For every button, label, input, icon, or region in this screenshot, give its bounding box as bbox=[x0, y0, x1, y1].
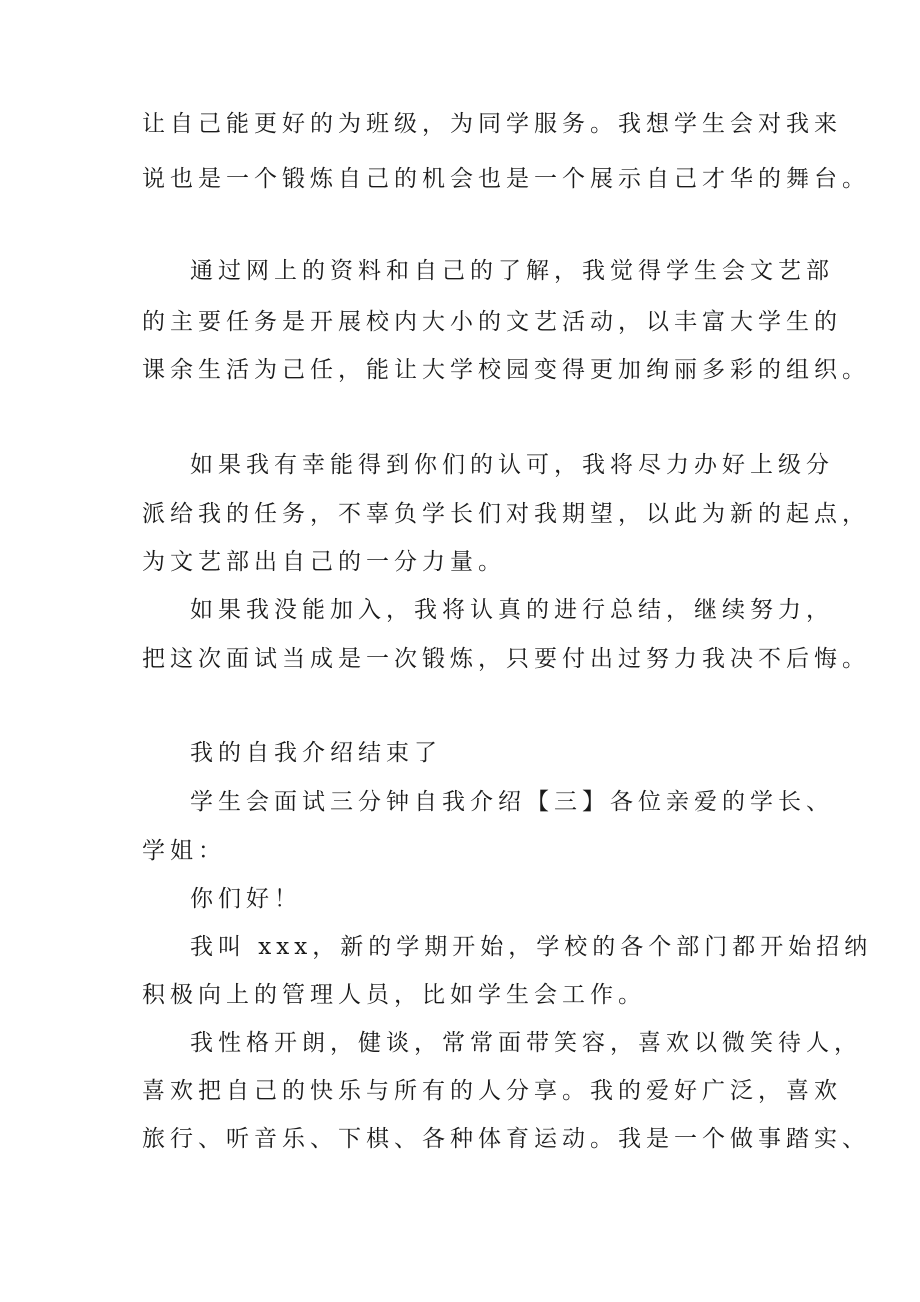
paragraph-3-line-1: 如果我有幸能得到你们的认可，我将尽力办好上级分 bbox=[190, 452, 834, 478]
paragraph-1-line-1: 让自己能更好的为班级，为同学服务。我想学生会对我来 bbox=[142, 111, 842, 137]
paragraph-2-line-1: 通过网上的资料和自己的了解，我觉得学生会文艺部 bbox=[190, 258, 834, 284]
paragraph-7-line-1: 你们好！ bbox=[190, 886, 302, 912]
paragraph-8-line-2: 积极向上的管理人员，比如学生会工作。 bbox=[142, 982, 646, 1008]
paragraph-8-line-1: 我叫 xxx，新的学期开始，学校的各个部门都开始招纳 bbox=[190, 934, 873, 960]
paragraph-9-line-3: 旅行、听音乐、下棋、各种体育运动。我是一个做事踏实、 bbox=[142, 1126, 870, 1152]
paragraph-1-line-2: 说也是一个锻炼自己的机会也是一个展示自己才华的舞台。 bbox=[142, 166, 870, 192]
paragraph-6-line-2: 学姐： bbox=[142, 838, 226, 864]
paragraph-3-line-2: 派给我的任务，不辜负学长们对我期望，以此为新的起点， bbox=[142, 501, 870, 527]
paragraph-9-line-1: 我性格开朗，健谈，常常面带笑容，喜欢以微笑待人， bbox=[190, 1030, 862, 1056]
paragraph-9-line-2: 喜欢把自己的快乐与所有的人分享。我的爱好广泛，喜欢 bbox=[142, 1078, 842, 1104]
paragraph-2-line-3: 课余生活为己任，能让大学校园变得更加绚丽多彩的组织。 bbox=[142, 357, 870, 383]
paragraph-4-line-1: 如果我没能加入，我将认真的进行总结，继续努力， bbox=[190, 597, 834, 623]
paragraph-2-line-2: 的主要任务是开展校内大小的文艺活动，以丰富大学生的 bbox=[142, 309, 842, 335]
paragraph-5-line-1: 我的自我介绍结束了 bbox=[190, 740, 442, 766]
paragraph-6-line-1: 学生会面试三分钟自我介绍【三】各位亲爱的学长、 bbox=[190, 789, 834, 815]
paragraph-3-line-3: 为文艺部出自己的一分力量。 bbox=[142, 549, 506, 575]
paragraph-4-line-2: 把这次面试当成是一次锻炼，只要付出过努力我决不后悔。 bbox=[142, 646, 870, 672]
